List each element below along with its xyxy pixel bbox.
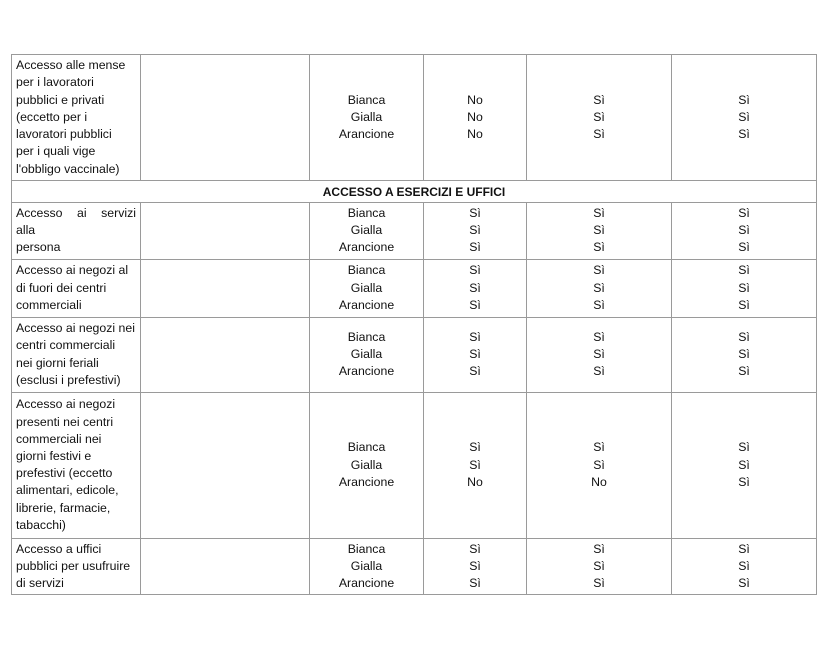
description-line: lavoratori pubblici bbox=[16, 127, 112, 142]
zone-line: Bianca bbox=[347, 92, 386, 107]
description-line: commerciali bbox=[16, 297, 82, 312]
permission-value-line: No bbox=[467, 127, 483, 142]
permission-value-line: Sì bbox=[738, 240, 750, 255]
description-line: (esclusi i prefestivi) bbox=[16, 372, 121, 387]
permission-value-line: Sì bbox=[593, 329, 605, 344]
permission-value-line: Sì bbox=[469, 280, 481, 295]
permission-cell-col3 bbox=[672, 55, 817, 181]
table-row bbox=[12, 55, 817, 181]
description-line: alimentari, edicole, bbox=[16, 483, 119, 498]
permission-cell-col1 bbox=[424, 392, 527, 538]
permission-value-line: Sì bbox=[593, 576, 605, 591]
table-row bbox=[12, 538, 817, 595]
description-line: per i lavoratori bbox=[16, 75, 94, 90]
zone-colors-cell bbox=[310, 392, 424, 538]
permission-value-line: Sì bbox=[469, 440, 481, 455]
permission-value-line: Sì bbox=[593, 127, 605, 142]
zone-colors-cell bbox=[310, 203, 424, 260]
permission-value-line: Sì bbox=[738, 280, 750, 295]
zone-colors-cell bbox=[310, 55, 424, 181]
zone-line: Arancione bbox=[338, 474, 395, 489]
description-line: Accesso ai negozi nei bbox=[16, 321, 135, 336]
permission-value-line: Sì bbox=[738, 440, 750, 455]
permission-value-line: Sì bbox=[738, 329, 750, 344]
permission-value-line: Sì bbox=[738, 576, 750, 591]
permission-value-line: Sì bbox=[469, 364, 481, 379]
permission-value-line: Sì bbox=[593, 92, 605, 107]
table-row bbox=[12, 317, 817, 392]
permission-value-line: Sì bbox=[738, 263, 750, 278]
zone-line: Arancione bbox=[338, 297, 395, 312]
zone-line: Arancione bbox=[338, 127, 395, 142]
zone-line: Bianca bbox=[347, 263, 386, 278]
zone-line: Bianca bbox=[347, 541, 386, 556]
section-title: ACCESSO A ESERCIZI E UFFICI bbox=[12, 181, 817, 203]
description-line: per i quali vige bbox=[16, 144, 96, 159]
zone-colors-cell bbox=[310, 538, 424, 595]
permission-value-line: Sì bbox=[469, 329, 481, 344]
permission-value-line: No bbox=[591, 474, 607, 489]
permission-value-line: Sì bbox=[738, 364, 750, 379]
permission-value-line: Sì bbox=[738, 109, 750, 124]
description-line: pubblici e privati bbox=[16, 92, 105, 107]
permission-value-line: Sì bbox=[469, 223, 481, 238]
zone-line: Gialla bbox=[350, 223, 383, 238]
permission-value-line: Sì bbox=[593, 206, 605, 220]
permission-value-line: Sì bbox=[593, 240, 605, 255]
empty-cell bbox=[141, 203, 310, 260]
description-line: presenti nei centri bbox=[16, 414, 114, 429]
empty-cell bbox=[141, 538, 310, 595]
description-line: librerie, farmacie, bbox=[16, 500, 111, 515]
permission-cell-col3 bbox=[672, 538, 817, 595]
section-row bbox=[12, 181, 817, 203]
zone-line: Arancione bbox=[338, 240, 395, 255]
empty-cell bbox=[141, 392, 310, 538]
permission-value-line: Sì bbox=[738, 206, 750, 220]
zone-line: Gialla bbox=[350, 109, 383, 124]
zone-line: Bianca bbox=[347, 440, 386, 455]
description-line: Accesso alle mense bbox=[16, 58, 126, 73]
zone-line: Gialla bbox=[350, 347, 383, 361]
zone-colors-cell bbox=[310, 259, 424, 317]
permission-value-line: Sì bbox=[469, 263, 481, 278]
permission-value-line: Sì bbox=[469, 457, 481, 472]
zone-line: Gialla bbox=[350, 558, 383, 573]
permission-value-line: Sì bbox=[738, 457, 750, 472]
zone-line: Arancione bbox=[338, 576, 395, 591]
activity-description bbox=[12, 538, 141, 595]
permission-value-line: Sì bbox=[593, 263, 605, 278]
description-line: nei giorni feriali bbox=[16, 355, 99, 370]
permission-value-line: Sì bbox=[593, 457, 605, 472]
permission-value-line: Sì bbox=[593, 347, 605, 361]
permission-cell-col3 bbox=[672, 259, 817, 317]
description-line: di fuori dei centri bbox=[16, 280, 107, 295]
permission-value-line: Sì bbox=[469, 558, 481, 573]
zone-line: Gialla bbox=[350, 280, 383, 295]
permission-value-line: Sì bbox=[593, 297, 605, 312]
permission-cell-col2 bbox=[527, 317, 672, 392]
description-line: pubblici per usufruire bbox=[16, 558, 131, 573]
description-line: Accesso ai negozi bbox=[16, 397, 116, 412]
description-line: Accesso ai negozi al bbox=[16, 263, 129, 278]
description-line: (eccetto per i bbox=[16, 109, 88, 124]
description-line: di servizi bbox=[16, 576, 64, 591]
zone-line: Arancione bbox=[338, 364, 395, 379]
description-line: persona bbox=[16, 240, 61, 255]
permission-cell-col2 bbox=[527, 203, 672, 260]
permission-cell-col3 bbox=[672, 317, 817, 392]
permission-value-line: Sì bbox=[469, 541, 481, 556]
description-line: prefestivi (eccetto bbox=[16, 466, 113, 481]
activity-description bbox=[12, 259, 141, 317]
permission-value-line: Sì bbox=[593, 558, 605, 573]
zone-line: Bianca bbox=[347, 329, 386, 344]
permission-value-line: Sì bbox=[593, 280, 605, 295]
permission-value-line: Sì bbox=[593, 541, 605, 556]
permission-cell-col3 bbox=[672, 203, 817, 260]
permission-cell-col1 bbox=[424, 259, 527, 317]
table-row bbox=[12, 259, 817, 317]
permission-value-line: Sì bbox=[469, 240, 481, 255]
activity-description bbox=[12, 203, 141, 260]
table-body bbox=[12, 55, 817, 595]
permission-value-line: Sì bbox=[469, 206, 481, 220]
permission-value-line: Sì bbox=[738, 474, 750, 489]
description-line: l'obbligo vaccinale) bbox=[16, 161, 120, 176]
permission-cell-col1 bbox=[424, 317, 527, 392]
permission-value-line: Sì bbox=[593, 440, 605, 455]
permission-value-line: Sì bbox=[469, 297, 481, 312]
permission-value-line: Sì bbox=[469, 347, 481, 361]
zone-line: Bianca bbox=[347, 206, 386, 220]
permission-value-line: Sì bbox=[738, 558, 750, 573]
description-line: commerciali nei bbox=[16, 431, 102, 446]
description-line: giorni festivi e bbox=[16, 448, 92, 463]
description-line: Accesso ai servizi alla bbox=[16, 206, 136, 238]
empty-cell bbox=[141, 259, 310, 317]
empty-cell bbox=[141, 55, 310, 181]
permission-cell-col2 bbox=[527, 538, 672, 595]
activity-description bbox=[12, 392, 141, 538]
permission-value-line: No bbox=[467, 474, 483, 489]
permission-value-line: Sì bbox=[593, 223, 605, 238]
description-line: centri commerciali bbox=[16, 338, 116, 353]
empty-cell bbox=[141, 317, 310, 392]
permission-value-line: Sì bbox=[738, 127, 750, 142]
description-line: tabacchi) bbox=[16, 517, 66, 532]
permission-value-line: Sì bbox=[738, 223, 750, 238]
zone-colors-cell bbox=[310, 317, 424, 392]
permission-cell-col2 bbox=[527, 392, 672, 538]
permission-value-line: Sì bbox=[469, 576, 481, 591]
permission-value-line: Sì bbox=[738, 347, 750, 361]
rules-table bbox=[11, 54, 817, 595]
permission-value-line: Sì bbox=[593, 364, 605, 379]
permission-value-line: Sì bbox=[593, 109, 605, 124]
table-row bbox=[12, 392, 817, 538]
permission-cell-col1 bbox=[424, 203, 527, 260]
permission-value-line: Sì bbox=[738, 92, 750, 107]
permission-cell-col3 bbox=[672, 392, 817, 538]
activity-description bbox=[12, 55, 141, 181]
permission-value-line: No bbox=[467, 92, 483, 107]
activity-description bbox=[12, 317, 141, 392]
permission-cell-col1 bbox=[424, 55, 527, 181]
permission-value-line: Sì bbox=[738, 297, 750, 312]
table-row bbox=[12, 203, 817, 260]
zone-line: Gialla bbox=[350, 457, 383, 472]
description-line: Accesso a uffici bbox=[16, 541, 102, 556]
permission-cell-col2 bbox=[527, 259, 672, 317]
permission-cell-col2 bbox=[527, 55, 672, 181]
permission-value-line: No bbox=[467, 109, 483, 124]
permission-cell-col1 bbox=[424, 538, 527, 595]
permission-value-line: Sì bbox=[738, 541, 750, 556]
